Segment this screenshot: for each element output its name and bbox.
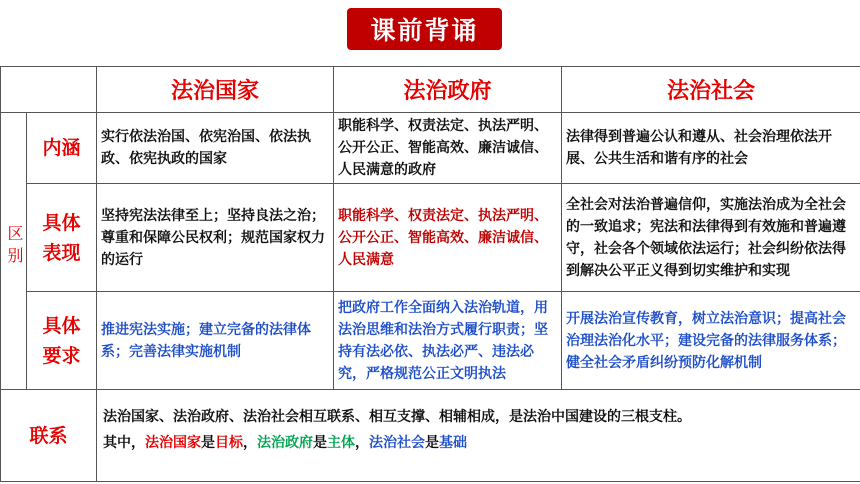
comparison-table xyxy=(0,66,860,482)
lianxi-content xyxy=(97,390,860,482)
header-society: 法治社会 xyxy=(562,67,860,113)
lianxi-prefix: 其中， xyxy=(103,435,145,451)
row-label-lianxi: 联系 xyxy=(1,390,97,482)
header-state: 法治国家 xyxy=(97,67,334,113)
lianxi-subject: 主体 xyxy=(327,435,355,451)
header-government: 法治政府 xyxy=(334,67,562,113)
lianxi-line1: 法治国家、法治政府、法治社会相互联系、相互支撑、相辅相成，是法治中国建设的三根支柱。 xyxy=(103,409,691,425)
cell-biaoxian-government: 职能科学、权责法定、执法严明、公开公正、智能高效、廉洁诚信、人民满意 xyxy=(334,184,562,292)
lianxi-government: 法治政府 xyxy=(257,435,313,451)
page-title: 课前背诵 xyxy=(347,8,502,50)
row-label-neihan: 内涵 xyxy=(27,113,97,184)
cell-neihan-state: 实行依法治国、依宪治国、依法执政、依宪执政的国家 xyxy=(97,113,334,184)
lianxi-society: 法治社会 xyxy=(369,435,425,451)
cell-neihan-society: 法律得到普遍公认和遵从、社会治理依法开展、公共生活和谐有序的社会 xyxy=(562,113,860,184)
cell-neihan-government: 职能科学、权责法定、执法严明、公开公正、智能高效、廉洁诚信、人民满意的政府 xyxy=(334,113,562,184)
lianxi-state: 法治国家 xyxy=(145,435,201,451)
lianxi-goal: 目标 xyxy=(215,435,243,451)
row-neihan xyxy=(1,113,860,184)
lianxi-is-2: 是 xyxy=(313,435,327,451)
lianxi-sep-2: ， xyxy=(355,435,369,451)
cell-biaoxian-state: 坚持宪法法律至上；坚持良法之治；尊重和保障公民权利；规范国家权力的运行 xyxy=(97,184,334,292)
header-row xyxy=(1,67,860,113)
lianxi-basis: 基础 xyxy=(439,435,467,451)
cell-yaoqiu-state: 推进宪法实施；建立完备的法律体系；完善法律实施机制 xyxy=(97,292,334,390)
row-label-yaoqiu: 具体要求 xyxy=(27,292,97,390)
lianxi-sep-1: ， xyxy=(243,435,257,451)
lianxi-is-1: 是 xyxy=(201,435,215,451)
cell-biaoxian-society: 全社会对法治普遍信仰，实施法治成为全社会的一致追求；宪法和法律得到有效施和普遍遵守，社会各个领域依法运行；社会纠纷依法得到解决公平正义得到切实维护和实现 xyxy=(562,184,860,292)
corner-cell xyxy=(1,67,97,113)
row-label-biaoxian: 具体表现 xyxy=(27,184,97,292)
cell-yaoqiu-government: 把政府工作全面纳入法治轨道，用法治思维和法治方式履行职责；坚持有法必依、执法必严、违法必究，严格规范公正文明执法 xyxy=(334,292,562,390)
row-yaoqiu xyxy=(1,292,860,390)
qubie-label: 区别 xyxy=(1,113,27,390)
lianxi-line2 xyxy=(103,430,854,456)
row-lianxi xyxy=(1,390,860,482)
lianxi-is-3: 是 xyxy=(425,435,439,451)
row-biaoxian xyxy=(1,184,860,292)
cell-yaoqiu-society: 开展法治宣传教育，树立法治意识；提高社会治理法治化水平；建设完备的法律服务体系；健全社会矛盾纠纷预防化解机制 xyxy=(562,292,860,390)
